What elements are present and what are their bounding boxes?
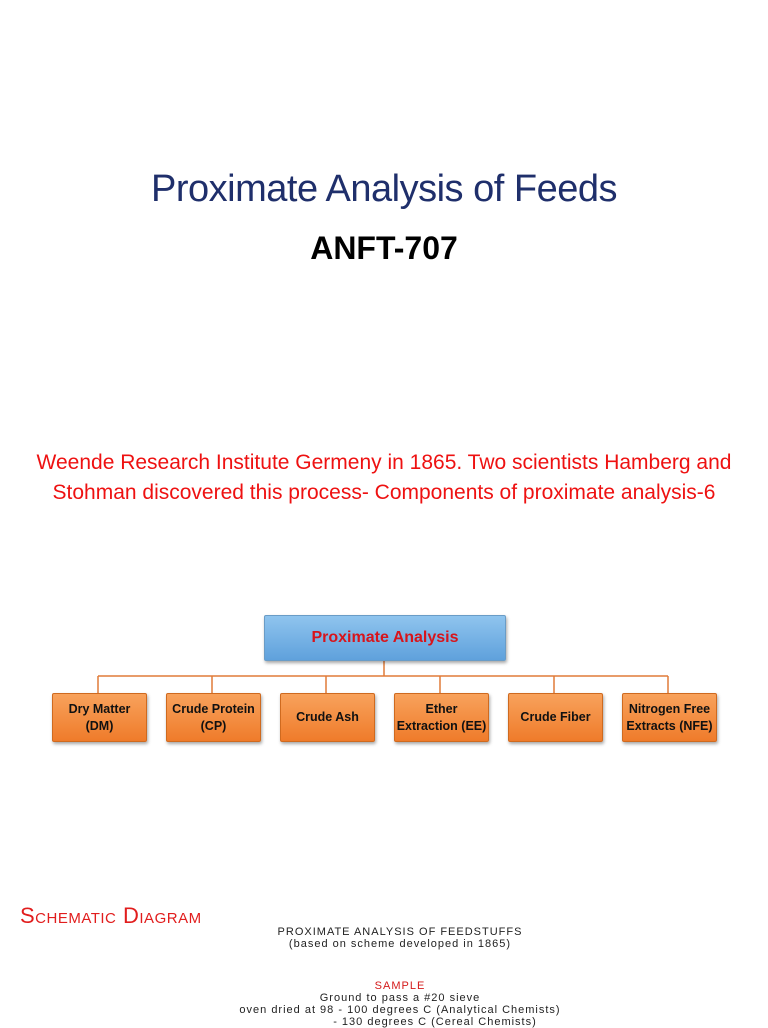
crude-ash-node <box>280 693 375 742</box>
crude-fiber-label: Crude Fiber <box>520 710 591 724</box>
scan-line-title: PROXIMATE ANALYSIS OF FEEDSTUFFS <box>277 926 523 938</box>
schematic-heading-text: Schematic Diagram <box>20 903 202 928</box>
scan-line-ground: Ground to pass a #20 sieve <box>319 992 481 1004</box>
crude-protein-label: Crude Protein (CP) <box>172 701 255 733</box>
scan-line-subtitle: (based on scheme developed in 1865) <box>288 938 512 950</box>
ether-extraction-node <box>394 693 489 742</box>
dry-matter-node <box>52 693 147 742</box>
scanned-scheme <box>170 926 630 1028</box>
scan-line-cereal: - 130 degrees C (Cereal Chemists) <box>333 1016 537 1028</box>
ether-extraction-label: Ether Extraction (EE) <box>396 701 487 733</box>
nitrogen-free-extracts-label: Nitrogen Free Extracts (NFE) <box>626 701 713 733</box>
crude-fiber-node <box>508 693 603 742</box>
intro-text: Weende Research Institute Germeny in 1865. Two scientists Hamberg and Stohman discovered this process- Components of proximate analysis-6 <box>36 451 732 504</box>
dry-matter-label: Dry Matter (DM) <box>68 701 131 733</box>
scan-line-oven: oven dried at 98 - 100 degrees C (Analytical Chemists) <box>239 1004 561 1016</box>
nitrogen-free-extracts-node <box>622 693 717 742</box>
crude-ash-label: Crude Ash <box>296 710 359 724</box>
slide-title: Proximate Analysis of Feeds <box>151 168 617 210</box>
scan-line-sample: SAMPLE <box>374 980 426 992</box>
crude-protein-node <box>166 693 261 742</box>
course-code: ANFT-707 <box>310 230 458 266</box>
proximate-analysis-node: Proximate Analysis <box>264 615 506 661</box>
